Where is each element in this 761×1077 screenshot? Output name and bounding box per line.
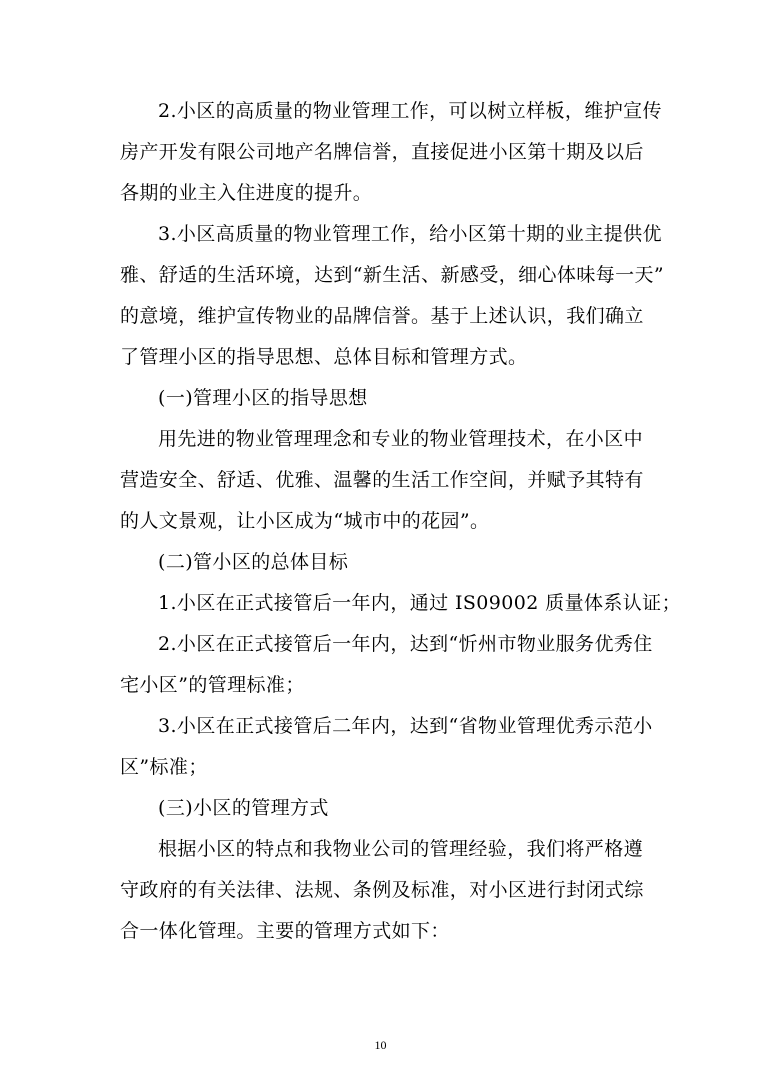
text-line: (三)小区的管理方式: [158, 797, 329, 819]
text-line: 区”标准；: [120, 756, 208, 778]
text-line: (一)管理小区的指导思想: [158, 387, 368, 409]
text-line: (二)管小区的总体目标: [158, 551, 349, 573]
text-line: 守政府的有关法律、法规、条例及标准，对小区进行封闭式综: [120, 879, 644, 901]
text-line: 1.小区在正式接管后一年内，通过 IS09002 质量体系认证；: [158, 592, 681, 614]
text-line: 营造安全、舒适、优雅、温馨的生活工作空间，并赋予其特有: [120, 469, 644, 491]
text-line: 房产开发有限公司地产名牌信誉，直接促进小区第十期及以后: [120, 141, 644, 163]
text-line: 3.小区在正式接管后二年内，达到“省物业管理优秀示范小: [158, 715, 653, 737]
text-line: 雅、舒适的生活环境，达到“新生活、新感受，细心体味每一天”: [120, 264, 665, 286]
text-line: 的人文景观，让小区成为“城市中的花园”。: [120, 510, 490, 532]
document-body: [120, 91, 681, 952]
text-line: 的意境，维护宣传物业的品牌信誉。基于上述认识，我们确立: [120, 305, 644, 327]
page-number: 10: [374, 1038, 387, 1052]
text-line: 各期的业主入住进度的提升。: [120, 182, 373, 204]
text-line: 合一体化管理。主要的管理方式如下：: [120, 920, 450, 942]
text-line: 2.小区的高质量的物业管理工作，可以树立样板，维护宣传: [158, 100, 662, 122]
text-line: 了管理小区的指导思想、总体目标和管理方式。: [120, 346, 528, 368]
text-line: 3.小区高质量的物业管理工作，给小区第十期的业主提供优: [158, 223, 662, 245]
text-line: 宅小区”的管理标准；: [120, 674, 305, 696]
text-line: 根据小区的特点和我物业公司的管理经验，我们将严格遵: [158, 838, 644, 860]
text-line: 用先进的物业管理理念和专业的物业管理技术，在小区中: [158, 428, 644, 450]
text-line: 2.小区在正式接管后一年内，达到“忻州市物业服务优秀住: [158, 633, 653, 655]
